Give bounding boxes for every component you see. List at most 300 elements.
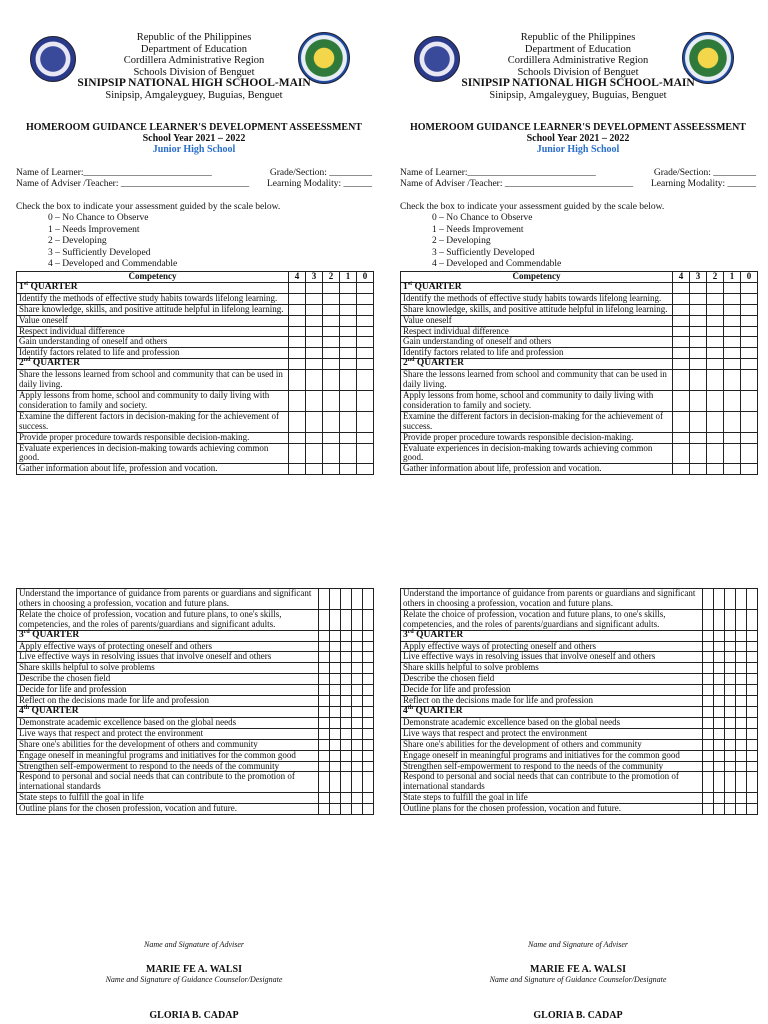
- rating-checkbox[interactable]: [357, 411, 374, 432]
- rating-checkbox[interactable]: [741, 337, 758, 348]
- rating-checkbox[interactable]: [357, 293, 374, 304]
- rating-checkbox[interactable]: [329, 804, 340, 815]
- rating-checkbox[interactable]: [289, 315, 306, 326]
- rating-checkbox[interactable]: [306, 315, 323, 326]
- rating-checkbox[interactable]: [707, 315, 724, 326]
- rating-checkbox[interactable]: [746, 674, 757, 685]
- rating-checkbox[interactable]: [713, 750, 724, 761]
- rating-checkbox[interactable]: [306, 337, 323, 348]
- rating-checkbox[interactable]: [724, 432, 741, 443]
- rating-checkbox[interactable]: [724, 411, 741, 432]
- rating-checkbox[interactable]: [340, 804, 351, 815]
- rating-checkbox[interactable]: [741, 326, 758, 337]
- rating-checkbox[interactable]: [329, 589, 340, 610]
- rating-checkbox[interactable]: [735, 663, 746, 674]
- rating-checkbox[interactable]: [741, 293, 758, 304]
- rating-checkbox[interactable]: [690, 293, 707, 304]
- rating-checkbox[interactable]: [329, 750, 340, 761]
- rating-checkbox[interactable]: [351, 652, 362, 663]
- rating-checkbox[interactable]: [289, 326, 306, 337]
- rating-checkbox[interactable]: [673, 348, 690, 359]
- rating-checkbox[interactable]: [318, 761, 329, 772]
- rating-checkbox[interactable]: [673, 432, 690, 443]
- rating-checkbox[interactable]: [724, 663, 735, 674]
- rating-checkbox[interactable]: [306, 348, 323, 359]
- rating-checkbox[interactable]: [702, 761, 713, 772]
- rating-checkbox[interactable]: [289, 464, 306, 475]
- rating-checkbox[interactable]: [306, 304, 323, 315]
- rating-checkbox[interactable]: [690, 304, 707, 315]
- rating-checkbox[interactable]: [713, 674, 724, 685]
- rating-checkbox[interactable]: [306, 443, 323, 464]
- rating-checkbox[interactable]: [318, 674, 329, 685]
- rating-checkbox[interactable]: [340, 728, 351, 739]
- rating-checkbox[interactable]: [289, 337, 306, 348]
- rating-checkbox[interactable]: [289, 293, 306, 304]
- rating-checkbox[interactable]: [673, 370, 690, 391]
- rating-checkbox[interactable]: [357, 348, 374, 359]
- rating-checkbox[interactable]: [323, 293, 340, 304]
- rating-checkbox[interactable]: [741, 304, 758, 315]
- rating-checkbox[interactable]: [724, 674, 735, 685]
- rating-checkbox[interactable]: [318, 750, 329, 761]
- rating-checkbox[interactable]: [746, 696, 757, 707]
- rating-checkbox[interactable]: [724, 293, 741, 304]
- rating-checkbox[interactable]: [362, 761, 373, 772]
- rating-checkbox[interactable]: [362, 804, 373, 815]
- quarter-label: QUARTER: [413, 629, 464, 640]
- rating-checkbox[interactable]: [707, 326, 724, 337]
- rating-checkbox[interactable]: [318, 793, 329, 804]
- rating-checkbox[interactable]: [713, 772, 724, 793]
- rating-checkbox[interactable]: [690, 337, 707, 348]
- learning-modality-field[interactable]: Learning Modality: ______: [266, 179, 372, 189]
- rating-checkbox[interactable]: [690, 411, 707, 432]
- rating-checkbox[interactable]: [323, 443, 340, 464]
- rating-checkbox[interactable]: [329, 772, 340, 793]
- rating-checkbox[interactable]: [746, 793, 757, 804]
- rating-checkbox[interactable]: [362, 674, 373, 685]
- rating-checkbox[interactable]: [724, 348, 741, 359]
- rating-checkbox[interactable]: [746, 717, 757, 728]
- rating-checkbox[interactable]: [690, 370, 707, 391]
- rating-checkbox[interactable]: [306, 326, 323, 337]
- rating-checkbox[interactable]: [702, 739, 713, 750]
- rating-checkbox[interactable]: [362, 772, 373, 793]
- grade-section-field[interactable]: Grade/Section: _________: [653, 168, 756, 178]
- rating-checkbox[interactable]: [724, 609, 735, 630]
- rating-checkbox[interactable]: [724, 589, 735, 610]
- rating-checkbox[interactable]: [357, 464, 374, 475]
- rating-checkbox[interactable]: [724, 793, 735, 804]
- rating-checkbox[interactable]: [741, 464, 758, 475]
- rating-checkbox[interactable]: [351, 761, 362, 772]
- rating-checkbox[interactable]: [340, 315, 357, 326]
- rating-checkbox[interactable]: [735, 696, 746, 707]
- rating-checkbox[interactable]: [702, 804, 713, 815]
- learner-name-field[interactable]: Name of Learner:___________________________: [400, 168, 596, 178]
- rating-checkbox[interactable]: [340, 432, 357, 443]
- rating-checkbox[interactable]: [318, 717, 329, 728]
- rating-checkbox[interactable]: [724, 304, 741, 315]
- rating-checkbox[interactable]: [702, 772, 713, 793]
- rating-checkbox[interactable]: [323, 370, 340, 391]
- rating-checkbox[interactable]: [724, 652, 735, 663]
- rating-checkbox[interactable]: [357, 390, 374, 411]
- rating-checkbox[interactable]: [306, 370, 323, 391]
- rating-checkbox[interactable]: [362, 641, 373, 652]
- rating-checkbox[interactable]: [713, 696, 724, 707]
- rating-checkbox[interactable]: [362, 717, 373, 728]
- rating-checkbox[interactable]: [746, 804, 757, 815]
- rating-checkbox[interactable]: [702, 589, 713, 610]
- rating-checkbox[interactable]: [318, 609, 329, 630]
- rating-checkbox[interactable]: [713, 739, 724, 750]
- rating-checkbox[interactable]: [318, 739, 329, 750]
- rating-checkbox[interactable]: [702, 674, 713, 685]
- rating-checkbox[interactable]: [673, 464, 690, 475]
- rating-checkbox[interactable]: [724, 370, 741, 391]
- rating-checkbox[interactable]: [724, 728, 735, 739]
- rating-checkbox[interactable]: [746, 772, 757, 793]
- rating-checkbox[interactable]: [318, 804, 329, 815]
- rating-checkbox[interactable]: [340, 674, 351, 685]
- rating-checkbox[interactable]: [713, 717, 724, 728]
- rating-checkbox[interactable]: [362, 663, 373, 674]
- rating-checkbox[interactable]: [702, 728, 713, 739]
- rating-checkbox[interactable]: [340, 793, 351, 804]
- rating-checkbox[interactable]: [351, 609, 362, 630]
- rating-checkbox[interactable]: [351, 772, 362, 793]
- rating-checkbox[interactable]: [741, 390, 758, 411]
- rating-checkbox[interactable]: [724, 443, 741, 464]
- rating-checkbox[interactable]: [702, 609, 713, 630]
- rating-checkbox[interactable]: [306, 411, 323, 432]
- rating-checkbox[interactable]: [306, 432, 323, 443]
- rating-checkbox[interactable]: [362, 793, 373, 804]
- rating-checkbox[interactable]: [323, 348, 340, 359]
- rating-checkbox[interactable]: [713, 685, 724, 696]
- rating-checkbox[interactable]: [673, 390, 690, 411]
- rating-checkbox[interactable]: [724, 464, 741, 475]
- rating-cell: [724, 630, 735, 641]
- rating-checkbox[interactable]: [713, 728, 724, 739]
- rating-checkbox[interactable]: [340, 326, 357, 337]
- rating-checkbox[interactable]: [351, 685, 362, 696]
- rating-checkbox[interactable]: [323, 390, 340, 411]
- rating-checkbox[interactable]: [362, 589, 373, 610]
- rating-checkbox[interactable]: [318, 696, 329, 707]
- rating-checkbox[interactable]: [340, 370, 357, 391]
- quarter-heading: [401, 359, 673, 370]
- rating-checkbox[interactable]: [707, 348, 724, 359]
- rating-checkbox[interactable]: [357, 432, 374, 443]
- rating-checkbox[interactable]: [351, 804, 362, 815]
- rating-checkbox[interactable]: [741, 370, 758, 391]
- rating-checkbox[interactable]: [340, 390, 357, 411]
- rating-checkbox[interactable]: [340, 411, 357, 432]
- rating-checkbox[interactable]: [289, 304, 306, 315]
- rating-checkbox[interactable]: [340, 464, 357, 475]
- rating-checkbox[interactable]: [362, 609, 373, 630]
- quarter-label: QUARTER: [414, 358, 464, 369]
- rating-checkbox[interactable]: [707, 304, 724, 315]
- rating-checkbox[interactable]: [351, 717, 362, 728]
- rating-checkbox[interactable]: [673, 443, 690, 464]
- rating-checkbox[interactable]: [357, 443, 374, 464]
- rating-checkbox[interactable]: [724, 696, 735, 707]
- rating-checkbox[interactable]: [707, 411, 724, 432]
- rating-checkbox[interactable]: [289, 370, 306, 391]
- rating-checkbox[interactable]: [289, 432, 306, 443]
- rating-checkbox[interactable]: [673, 293, 690, 304]
- rating-checkbox[interactable]: [724, 337, 741, 348]
- rating-checkbox[interactable]: [713, 804, 724, 815]
- rating-checkbox[interactable]: [746, 761, 757, 772]
- rating-checkbox[interactable]: [362, 750, 373, 761]
- rating-checkbox[interactable]: [329, 728, 340, 739]
- rating-checkbox[interactable]: [329, 793, 340, 804]
- rating-checkbox[interactable]: [351, 696, 362, 707]
- rating-checkbox[interactable]: [323, 432, 340, 443]
- rating-checkbox[interactable]: [735, 772, 746, 793]
- rating-checkbox[interactable]: [746, 728, 757, 739]
- rating-checkbox[interactable]: [735, 641, 746, 652]
- rating-checkbox[interactable]: [735, 609, 746, 630]
- rating-checkbox[interactable]: [351, 641, 362, 652]
- rating-checkbox[interactable]: [340, 739, 351, 750]
- rating-scale: [400, 202, 664, 270]
- rating-checkbox[interactable]: [724, 750, 735, 761]
- rating-checkbox[interactable]: [724, 772, 735, 793]
- rating-checkbox[interactable]: [724, 390, 741, 411]
- rating-checkbox[interactable]: [318, 663, 329, 674]
- rating-checkbox[interactable]: [702, 652, 713, 663]
- rating-checkbox[interactable]: [340, 717, 351, 728]
- rating-checkbox[interactable]: [318, 685, 329, 696]
- rating-checkbox[interactable]: [746, 685, 757, 696]
- rating-checkbox[interactable]: [318, 652, 329, 663]
- learner-name-field[interactable]: Name of Learner:___________________________: [16, 168, 212, 178]
- rating-checkbox[interactable]: [306, 464, 323, 475]
- rating-checkbox[interactable]: [724, 739, 735, 750]
- rating-checkbox[interactable]: [746, 609, 757, 630]
- rating-checkbox[interactable]: [707, 370, 724, 391]
- rating-checkbox[interactable]: [306, 293, 323, 304]
- rating-checkbox[interactable]: [357, 315, 374, 326]
- competency-text: Gain understanding of oneself and others: [17, 337, 289, 348]
- rating-checkbox[interactable]: [673, 315, 690, 326]
- rating-checkbox[interactable]: [323, 411, 340, 432]
- rating-checkbox[interactable]: [362, 652, 373, 663]
- rating-checkbox[interactable]: [329, 674, 340, 685]
- rating-checkbox[interactable]: [329, 641, 340, 652]
- rating-checkbox[interactable]: [289, 443, 306, 464]
- rating-checkbox[interactable]: [357, 304, 374, 315]
- rating-checkbox[interactable]: [318, 641, 329, 652]
- rating-checkbox[interactable]: [746, 641, 757, 652]
- rating-checkbox[interactable]: [340, 293, 357, 304]
- rating-checkbox[interactable]: [289, 348, 306, 359]
- rating-checkbox[interactable]: [357, 326, 374, 337]
- header-0: 0: [741, 272, 758, 283]
- rating-checkbox[interactable]: [673, 326, 690, 337]
- rating-checkbox[interactable]: [724, 761, 735, 772]
- rating-checkbox[interactable]: [340, 750, 351, 761]
- competency-text: Respond to personal and social needs that can contribute to the promotion of international standards: [17, 772, 319, 793]
- rating-checkbox[interactable]: [323, 464, 340, 475]
- rating-checkbox[interactable]: [735, 589, 746, 610]
- rating-checkbox[interactable]: [690, 326, 707, 337]
- competency-text: Share knowledge, skills, and positive attitude helpful in lifelong learning.: [17, 304, 289, 315]
- rating-checkbox[interactable]: [340, 337, 357, 348]
- rating-checkbox[interactable]: [340, 609, 351, 630]
- rating-checkbox[interactable]: [690, 443, 707, 464]
- rating-checkbox[interactable]: [351, 728, 362, 739]
- rating-checkbox[interactable]: [735, 761, 746, 772]
- adviser-name-field[interactable]: Name of Adviser /Teacher: ___________________________: [16, 179, 250, 189]
- rating-checkbox[interactable]: [329, 761, 340, 772]
- rating-checkbox[interactable]: [340, 663, 351, 674]
- rating-checkbox[interactable]: [362, 696, 373, 707]
- rating-checkbox[interactable]: [713, 652, 724, 663]
- school-name: SINIPSIP NATIONAL HIGH SCHOOL-MAIN: [77, 77, 311, 90]
- rating-checkbox[interactable]: [351, 750, 362, 761]
- rating-checkbox[interactable]: [724, 326, 741, 337]
- rating-checkbox[interactable]: [340, 304, 357, 315]
- rating-checkbox[interactable]: [673, 337, 690, 348]
- rating-checkbox[interactable]: [362, 728, 373, 739]
- rating-checkbox[interactable]: [735, 739, 746, 750]
- rating-checkbox[interactable]: [329, 652, 340, 663]
- rating-checkbox[interactable]: [323, 315, 340, 326]
- rating-checkbox[interactable]: [713, 589, 724, 610]
- rating-checkbox[interactable]: [746, 589, 757, 610]
- rating-checkbox[interactable]: [340, 589, 351, 610]
- rating-checkbox[interactable]: [323, 337, 340, 348]
- rating-checkbox[interactable]: [746, 750, 757, 761]
- rating-checkbox[interactable]: [357, 370, 374, 391]
- rating-checkbox[interactable]: [318, 589, 329, 610]
- rating-checkbox[interactable]: [340, 685, 351, 696]
- rating-checkbox[interactable]: [713, 609, 724, 630]
- rating-checkbox[interactable]: [702, 641, 713, 652]
- competency-text: Respect individual difference: [401, 326, 673, 337]
- rating-checkbox[interactable]: [690, 390, 707, 411]
- rating-checkbox[interactable]: [329, 609, 340, 630]
- rating-checkbox[interactable]: [318, 772, 329, 793]
- rating-checkbox[interactable]: [707, 443, 724, 464]
- rating-checkbox[interactable]: [289, 411, 306, 432]
- rating-checkbox[interactable]: [329, 663, 340, 674]
- rating-checkbox[interactable]: [702, 663, 713, 674]
- rating-checkbox[interactable]: [340, 443, 357, 464]
- rating-checkbox[interactable]: [351, 589, 362, 610]
- rating-checkbox[interactable]: [735, 728, 746, 739]
- rating-checkbox[interactable]: [362, 685, 373, 696]
- rating-checkbox[interactable]: [735, 717, 746, 728]
- rating-checkbox[interactable]: [340, 348, 357, 359]
- rating-checkbox[interactable]: [329, 696, 340, 707]
- rating-checkbox[interactable]: [351, 739, 362, 750]
- adviser-name-field[interactable]: Name of Adviser /Teacher: ___________________________: [400, 179, 634, 189]
- rating-checkbox[interactable]: [702, 750, 713, 761]
- rating-checkbox[interactable]: [690, 432, 707, 443]
- rating-checkbox[interactable]: [690, 464, 707, 475]
- rating-checkbox[interactable]: [724, 315, 741, 326]
- rating-checkbox[interactable]: [713, 793, 724, 804]
- rating-checkbox[interactable]: [306, 390, 323, 411]
- level-label: Junior High School: [536, 144, 620, 155]
- rating-checkbox[interactable]: [351, 674, 362, 685]
- rating-checkbox[interactable]: [746, 663, 757, 674]
- rating-checkbox[interactable]: [329, 685, 340, 696]
- rating-checkbox[interactable]: [673, 411, 690, 432]
- rating-checkbox[interactable]: [724, 685, 735, 696]
- rating-checkbox[interactable]: [362, 739, 373, 750]
- rating-checkbox[interactable]: [724, 717, 735, 728]
- rating-checkbox[interactable]: [713, 663, 724, 674]
- rating-checkbox[interactable]: [340, 696, 351, 707]
- rating-checkbox[interactable]: [735, 804, 746, 815]
- grade-section-field[interactable]: Grade/Section: _________: [269, 168, 372, 178]
- rating-checkbox[interactable]: [289, 390, 306, 411]
- rating-checkbox[interactable]: [329, 717, 340, 728]
- rating-checkbox[interactable]: [357, 337, 374, 348]
- rating-checkbox[interactable]: [741, 348, 758, 359]
- rating-checkbox[interactable]: [318, 728, 329, 739]
- rating-checkbox[interactable]: [707, 293, 724, 304]
- rating-checkbox[interactable]: [702, 717, 713, 728]
- rating-checkbox[interactable]: [340, 641, 351, 652]
- rating-checkbox[interactable]: [323, 304, 340, 315]
- rating-checkbox[interactable]: [702, 685, 713, 696]
- rating-checkbox[interactable]: [713, 761, 724, 772]
- rating-checkbox[interactable]: [741, 315, 758, 326]
- rating-checkbox[interactable]: [724, 641, 735, 652]
- rating-checkbox[interactable]: [707, 390, 724, 411]
- rating-checkbox[interactable]: [707, 337, 724, 348]
- rating-checkbox[interactable]: [735, 685, 746, 696]
- rating-checkbox[interactable]: [340, 652, 351, 663]
- rating-checkbox[interactable]: [702, 696, 713, 707]
- rating-checkbox[interactable]: [746, 739, 757, 750]
- rating-checkbox[interactable]: [735, 793, 746, 804]
- rating-checkbox[interactable]: [713, 641, 724, 652]
- rating-checkbox[interactable]: [351, 663, 362, 674]
- rating-checkbox[interactable]: [329, 739, 340, 750]
- rating-checkbox[interactable]: [702, 793, 713, 804]
- rating-checkbox[interactable]: [735, 652, 746, 663]
- rating-checkbox[interactable]: [351, 793, 362, 804]
- rating-checkbox[interactable]: [673, 304, 690, 315]
- rating-checkbox[interactable]: [746, 652, 757, 663]
- rating-checkbox[interactable]: [735, 750, 746, 761]
- rating-checkbox[interactable]: [690, 348, 707, 359]
- rating-checkbox[interactable]: [741, 443, 758, 464]
- rating-checkbox[interactable]: [735, 674, 746, 685]
- rating-checkbox[interactable]: [707, 432, 724, 443]
- rating-checkbox[interactable]: [707, 464, 724, 475]
- learning-modality-field[interactable]: Learning Modality: ______: [650, 179, 756, 189]
- rating-checkbox[interactable]: [741, 432, 758, 443]
- rating-checkbox[interactable]: [741, 411, 758, 432]
- rating-checkbox[interactable]: [340, 772, 351, 793]
- rating-checkbox[interactable]: [323, 326, 340, 337]
- rating-checkbox[interactable]: [724, 804, 735, 815]
- rating-checkbox[interactable]: [340, 761, 351, 772]
- rating-checkbox[interactable]: [690, 315, 707, 326]
